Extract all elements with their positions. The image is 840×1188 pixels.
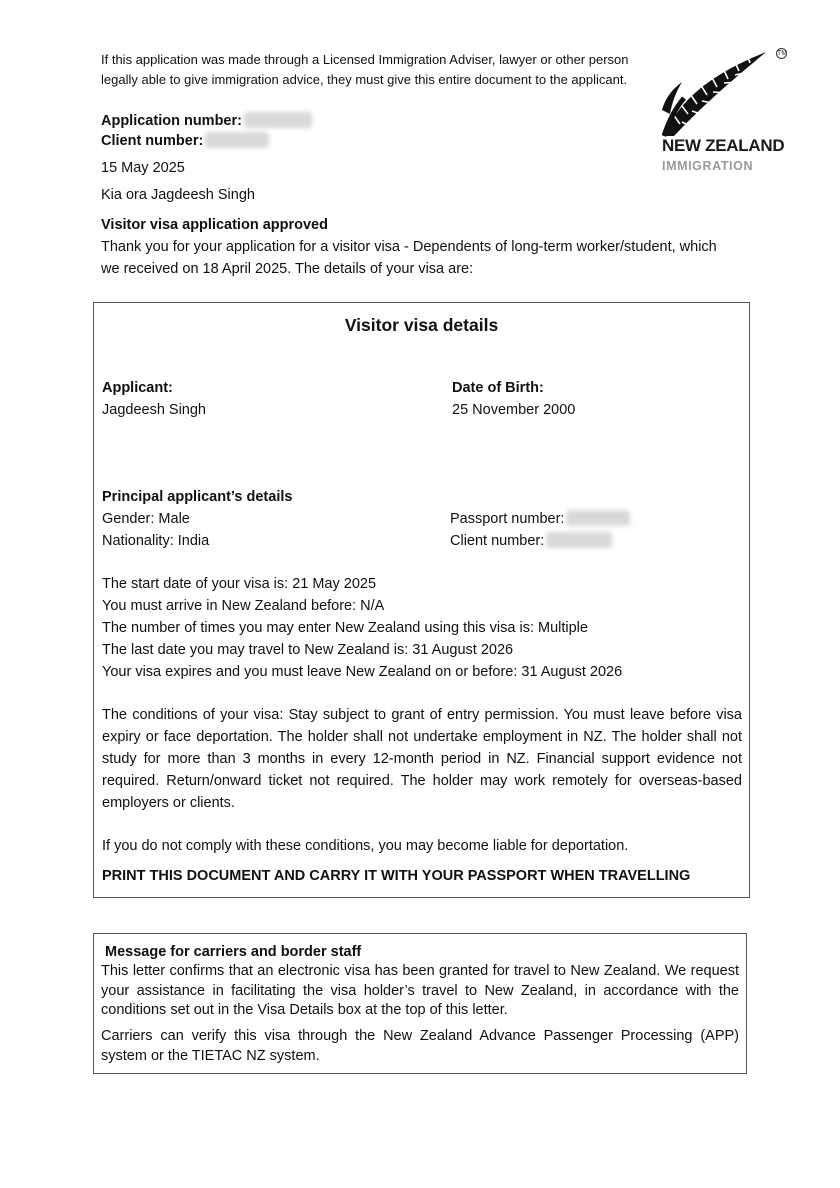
principal-client-number-label: Client number: xyxy=(450,533,545,549)
logo-text-new-zealand: NEW ZEALAND xyxy=(662,136,785,155)
client-number-row xyxy=(101,130,269,152)
nationality: Nationality: India xyxy=(102,533,210,549)
application-number-label: Application number: xyxy=(101,113,242,129)
application-number-row xyxy=(101,110,312,132)
number-of-entries: The number of times you may enter New Zealand using this visa is: Multiple xyxy=(102,620,588,636)
carrier-message-para-2: Carriers can verify this visa through the New Zealand Advance Passenger Processing (APP) system or the TIETAC NZ system. xyxy=(101,1028,739,1064)
letter-date: 15 May 2025 xyxy=(101,160,185,176)
gender: Gender: Male xyxy=(102,511,190,527)
principal-applicant-heading: Principal applicant’s details xyxy=(102,489,293,505)
principal-client-number-redacted xyxy=(546,532,612,548)
client-number-label: Client number: xyxy=(101,133,204,149)
visa-conditions: The conditions of your visa: Stay subject to grant of entry permission. You must leave before visa expiry or face deportation. The holder shall not undertake employment in NZ. The holder shall not study for more than 3 months in every 12-month period in NZ. Financial support evidence not required. Return/onward ticket not required. The holder may work remotely for overseas-based employers or clients. xyxy=(102,707,742,811)
visa-details-title: Visitor visa details xyxy=(344,315,499,335)
visa-start-date: The start date of your visa is: 21 May 2025 xyxy=(102,576,377,592)
intro-line-2: legally able to give immigration advice, they must give this entire document to the applicant. xyxy=(101,72,628,87)
comply-warning: If you do not comply with these conditions, you may become liable for deportation. xyxy=(102,838,629,854)
arrive-before: You must arrive in New Zealand before: N/A xyxy=(102,598,385,614)
approval-line-1: Thank you for your application for a visitor visa - Dependents of long-term worker/student, which xyxy=(101,239,717,255)
application-number-redacted xyxy=(244,112,312,128)
intro-line-1: If this application was made through a Licensed Immigration Adviser, lawyer or other person xyxy=(101,52,629,67)
carrier-message-para-1: This letter confirms that an electronic visa has been granted for travel to New Zealand. We request your assistance in facilitating the visa holder’s travel to New Zealand, in accordance with the conditions set out in the Visa Details box at the top of this letter. xyxy=(101,963,739,1018)
logo-text-immigration: IMMIGRATION xyxy=(662,159,754,173)
silver-fern-icon xyxy=(662,48,774,138)
passport-number-label: Passport number: xyxy=(450,511,565,527)
principal-client-number-row xyxy=(450,530,612,552)
intro-note xyxy=(101,50,629,90)
approval-line-2: we received on 18 April 2025. The details of your visa are: xyxy=(101,261,474,277)
applicant-name: Jagdeesh Singh xyxy=(102,402,206,418)
approval-heading: Visitor visa application approved xyxy=(101,217,328,233)
last-travel-date: The last date you may travel to New Zealand is: 31 August 2026 xyxy=(102,642,514,658)
visa-expiry: Your visa expires and you must leave New Zealand on or before: 31 August 2026 xyxy=(102,664,623,680)
greeting: Kia ora Jagdeesh Singh xyxy=(101,187,255,203)
dob-value: 25 November 2000 xyxy=(452,402,576,418)
carrier-message-box xyxy=(93,933,747,1074)
dob-label: Date of Birth: xyxy=(452,380,544,396)
passport-number-row xyxy=(450,508,630,530)
client-number-redacted xyxy=(205,132,269,148)
visa-details-box xyxy=(93,302,750,898)
nz-immigration-logo xyxy=(662,48,802,178)
trademark-icon: TM xyxy=(777,50,788,57)
print-notice: PRINT THIS DOCUMENT AND CARRY IT WITH YOUR PASSPORT WHEN TRAVELLING xyxy=(102,868,691,884)
applicant-label: Applicant: xyxy=(102,380,173,396)
carrier-message-heading: Message for carriers and border staff xyxy=(105,944,362,960)
passport-number-redacted xyxy=(566,510,630,526)
